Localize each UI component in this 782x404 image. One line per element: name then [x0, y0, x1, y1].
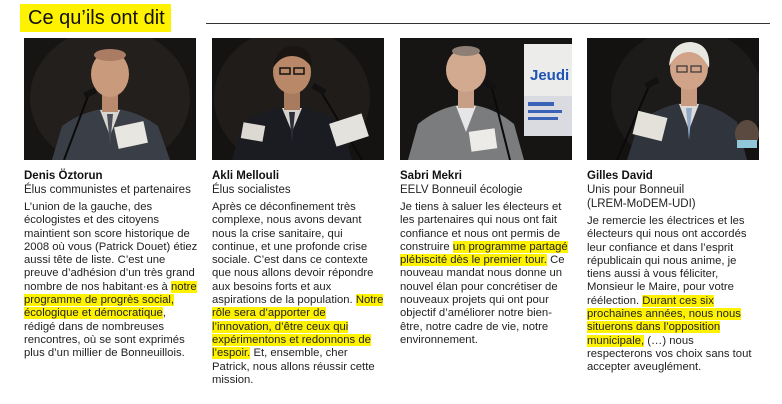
speaker-group-subtitle: (LREM-MoDEM-UDI) [587, 198, 696, 210]
statement-text [24, 201, 198, 361]
statement-text-part: Après ce déconfinement très complexe, nous avons devant nous la crise sanitaire, qui continue, et une profonde crise sociale. C’est dans ce contexte que nous allons devoir répondre aux besoins forts et aux aspirations de la population. [212, 201, 374, 307]
speaker-group: Élus socialistes [212, 184, 291, 196]
statement-card-mellouli [212, 38, 386, 387]
statement-text [212, 201, 386, 387]
speaker-group: EELV Bonneuil écologie [400, 184, 523, 196]
statement-text-part: L’union de la gauche, des écologistes et des citoyens maintient son score historique de 2008 où vous (Patrick Douet) étiez aussi tête de liste. C’est une preuve d’adhésion d’un très grand nombre de nos habitant·es à [24, 201, 198, 293]
highlighted-quote: Notre rôle sera d’apporter de l’innovation, d’être ceux qui expérimentons et redonnons de l’espoir. [212, 294, 384, 360]
highlighted-quote: Durant ces six prochaines années, nous nous situerons dans l’opposition municipale, [587, 294, 741, 347]
portrait-photo [24, 38, 196, 160]
statement-text [400, 201, 574, 347]
statement-text-part: , rédigé dans de nombreuses rencontres, où se sont exprimés plus d’un millier de Bonneuillois. [24, 307, 185, 360]
statement-text-part: Je remercie les électrices et les électeurs qui nous ont accordés leur confiance et dans l’esprit républicain qui nous anime, je tiens aussi à vous féliciter, Monsieur le Maire, pour votre réélection. [587, 215, 747, 307]
speaker-name: Akli Mellouli [212, 170, 280, 182]
header-rule [206, 23, 770, 24]
section-title: Ce qu’ils ont dit [20, 4, 171, 32]
statement-text-part: (…) nous respecterons vos choix sans tout accepter aveuglément. [587, 334, 752, 374]
statement-card-david [587, 38, 761, 375]
highlighted-quote: notre programme de progrès social, écologique et démocratique [24, 280, 197, 320]
speaker-name: Denis Öztorun [24, 170, 103, 182]
speaker-group: Unis pour Bonneuil [587, 184, 685, 196]
section-header [20, 4, 770, 34]
portrait-photo [400, 38, 572, 160]
screen-text: Jeudi [530, 67, 570, 84]
portrait-photo [587, 38, 759, 160]
statement-text [587, 215, 761, 375]
portrait-photo [212, 38, 384, 160]
statement-card-mekri [400, 38, 574, 347]
speaker-name: Gilles David [587, 170, 653, 182]
highlighted-quote: un programme partagé plébiscité dès le premier tour. [400, 240, 568, 267]
statement-text-part: Ce nouveau mandat nous donne un nouvel élan pour concrétiser de nouveaux projets qui ont pour objectif d’améliorer notre bien-être, notre cadre de vie, notre environnement. [400, 254, 565, 346]
statement-text-part: Et, ensemble, cher Patrick, nous allons réussir cette mission. [212, 347, 375, 386]
speaker-group: Élus communistes et partenaires [24, 184, 191, 196]
statement-text-part: Je tiens à saluer les électeurs et les partenaires qui nous ont fait confiance et nous ont permis de construire [400, 201, 562, 253]
statement-card-oztorun [24, 38, 198, 361]
speaker-name: Sabri Mekri [400, 170, 462, 182]
